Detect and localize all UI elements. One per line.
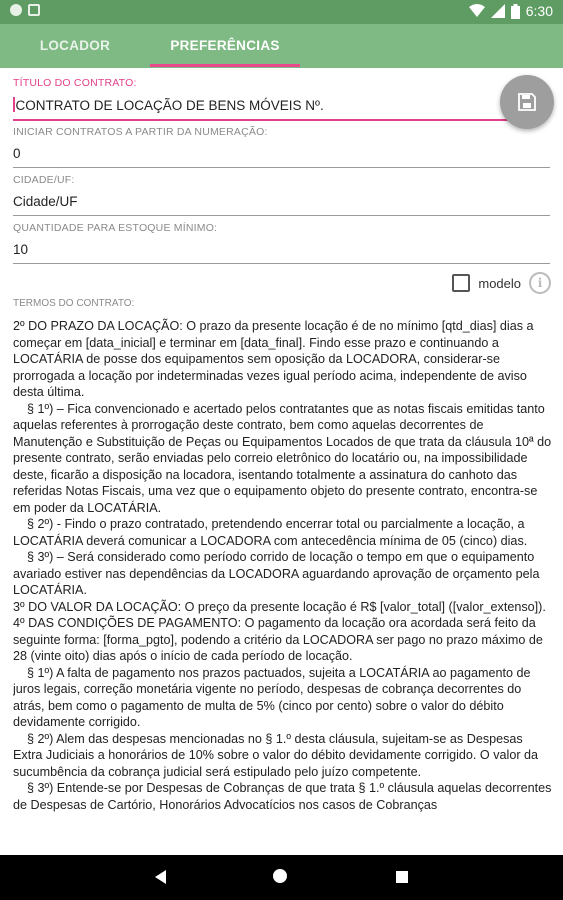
title-input[interactable] <box>13 97 510 113</box>
back-icon[interactable] <box>155 870 166 884</box>
navigation-bar <box>0 855 563 900</box>
terms-paragraph: § 1º) A falta de pagamento nos prazos pactuados, sujeita a LOCATÁRIA ao pagamento de juros legais, correção monetária vigente no período, despesas de cobrança decorrentes do atrás, bem como o pagamento de multa de 5% (cinco por cento) sobre o valor do débito devidamente corrigido. <box>13 665 531 729</box>
min-stock-input[interactable]: 10 <box>13 242 29 257</box>
info-icon[interactable]: i <box>529 272 551 294</box>
recents-icon[interactable] <box>396 871 408 883</box>
title-field <box>13 77 510 121</box>
notification-square-icon <box>28 4 40 16</box>
start-number-input[interactable]: 0 <box>13 146 21 161</box>
terms-paragraph: § 2º) - Findo o prazo contratado, pretendendo encerrar total ou parcialmente a locação, a LOCATÁRIA deverá comunicar a LOCADORA com antecedência mínima de 05 (cinco) dias. <box>13 517 528 548</box>
terms-paragraph: § 3º) Entende-se por Despesas de Cobranças de que trata § 1.º cláusula aquelas decorrentes de Despesas de Cartório, Honorários Advocatícios nos casos de Cobranças <box>13 781 552 812</box>
title-value: CONTRATO DE LOCAÇÃO DE BENS MÓVEIS Nº. <box>15 98 324 113</box>
tab-indicator <box>150 64 300 67</box>
model-checkbox[interactable] <box>452 274 470 292</box>
tab-preferencias[interactable]: PREFERÊNCIAS <box>170 38 280 53</box>
terms-paragraph: 2º DO PRAZO DA LOCAÇÃO: O prazo da presente locação é de no mínimo [qtd_dias] dias a começar em [data_inicial] e terminar em [data_final]. Findo esse prazo e continuando a LOCATÁRIA de posse dos equipamentos sem oposição da LOCADORA, considerar-se prorrogada a locação por indeterminadas vezes igual período acima, independente de aviso desta última. <box>13 319 534 399</box>
city-field <box>13 174 550 216</box>
battery-icon <box>511 4 520 19</box>
terms-paragraph: § 1º) – Fica convencionado e acertado pelos contratantes que as notas fiscais emitidas tanto aquelas referentes à prorrogação deste contrato, bem como aquelas decorrentes de Manutenção e Substituição de Peças ou Equipamentos Locados de que trata da cláusula 10ª do presente contrato, serão enviadas pelo correio eletrônico do locatário ou, na impossibilidade deste, ficarão a disposição na locadora, isentando totalmente a assinatura do canhoto das referidas Notas Fiscais, uma vez que o equipamento objeto do presente contrato, encontra-se em poder da LOCATÁRIA. <box>13 401 552 515</box>
city-label: CIDADE/UF: <box>13 174 75 186</box>
tab-bar <box>0 24 563 68</box>
notification-dot-icon <box>10 4 22 16</box>
terms-textarea[interactable] <box>13 318 553 853</box>
tab-locador[interactable]: LOCADOR <box>39 38 111 53</box>
terms-paragraph: § 2º) Alem das despesas mencionadas no § 1.º desta cláusula, sujeitam-se as Despesas Extra Judiciais a honorários de 10% sobre o valor do débito devidamente corrigido. O valor da sucumbência da cobrança judicial será estipulado pelo juízo competente. <box>13 731 539 779</box>
min-stock-field <box>13 222 550 264</box>
notification-icons <box>10 4 40 16</box>
terms-paragraph: 3º DO VALOR DA LOCAÇÃO: O preço da presente locação é R$ [valor_total] ([valor_extenso]). <box>13 599 546 614</box>
model-checkbox-label: modelo <box>478 275 521 291</box>
clock: 6:30 <box>525 3 553 19</box>
title-underline <box>13 119 510 121</box>
system-icons <box>469 3 553 19</box>
start-number-underline <box>13 167 550 168</box>
wifi-icon <box>469 4 485 18</box>
terms-paragraph: 4º DAS CONDIÇÕES DE PAGAMENTO: O pagamento da locação ora acordada será feito da seguinte forma: [forma_pgto], podendo a critério da LOCADORA ser pago no prazo máximo de 28 (vinte oito) dias após o início de cada período de locação. <box>13 616 543 663</box>
city-input[interactable]: Cidade/UF <box>13 194 78 209</box>
status-bar <box>0 0 563 24</box>
title-label: TÍTULO DO CONTRATO: <box>13 77 137 89</box>
start-number-field <box>13 126 550 168</box>
signal-icon <box>491 4 505 18</box>
city-underline <box>13 215 550 216</box>
home-icon[interactable] <box>273 869 287 883</box>
min-stock-underline <box>13 263 550 264</box>
model-checkbox-row <box>452 272 551 294</box>
save-icon <box>517 92 537 112</box>
min-stock-label: QUANTIDADE PARA ESTOQUE MÍNIMO: <box>13 222 218 234</box>
text-cursor <box>13 97 15 112</box>
start-number-label: INICIAR CONTRATOS A PARTIR DA NUMERAÇÃO: <box>13 126 268 138</box>
terms-label: TERMOS DO CONTRATO: <box>13 298 135 309</box>
save-button[interactable] <box>500 75 554 129</box>
terms-paragraph: § 3º) – Será considerado como período corrido de locação o tempo em que o equipamento avariado estiver nas dependências da LOCADORA aguardando aprovação de orçamento pela LOCATÁRIA. <box>13 550 540 597</box>
